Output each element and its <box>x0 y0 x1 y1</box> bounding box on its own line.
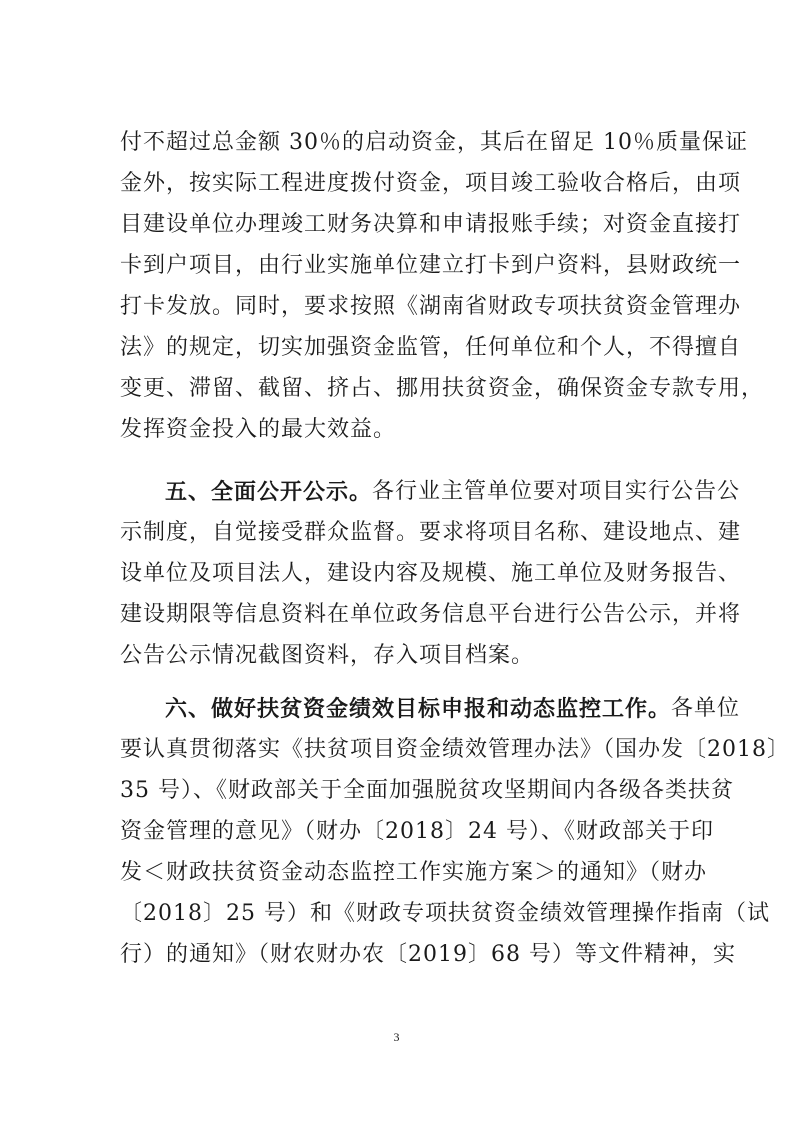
section-6-text: 各单位 <box>671 696 741 721</box>
text-line: 目建设单位办理竣工财务决算和申请报账手续；对资金直接打 <box>120 212 742 237</box>
text-line: 资金管理的意见》（财办〔2018〕24 号）、《财政部关于印 <box>120 819 714 844</box>
text-line: 设单位及项目法人，建设内容及规模、施工单位及财务报告、 <box>120 561 742 586</box>
section-6-first-line <box>165 694 741 724</box>
text-line: 建设期限等信息资料在单位政务信息平台进行公告公示，并将 <box>120 602 742 627</box>
section-5-heading: 五、全面公开公示。 <box>165 479 373 505</box>
text-line: 变更、滞留、截留、挤占、挪用扶贫资金，确保资金专款专用， <box>120 376 765 401</box>
text-line: 付不超过总金额 30％的启动资金，其后在留足 10％质量保证 <box>120 130 748 155</box>
text-line: 法》的规定，切实加强资金监管，任何单位和个人，不得擅自 <box>120 335 742 360</box>
text-line: 打卡发放。同时，要求按照《湖南省财政专项扶贫资金管理办 <box>120 294 742 319</box>
section-6-heading: 六、做好扶贫资金绩效目标申报和动态监控工作。 <box>165 696 672 722</box>
text-line: 发＜财政扶贫资金动态监控工作实施方案＞的通知》（财办 <box>120 860 708 885</box>
text-line: 公告公示情况截图资料，存入项目档案。 <box>120 643 535 668</box>
text-line: 要认真贯彻落实《扶贫项目资金绩效管理办法》（国办发〔2018〕 <box>120 737 790 762</box>
text-line: 发挥资金投入的最大效益。 <box>120 417 397 442</box>
section-5-text: 各行业主管单位要对项目实行公告公 <box>372 479 741 504</box>
text-line: 卡到户项目，由行业实施单位建立打卡到户资料，县财政统一 <box>120 253 742 278</box>
text-line: 〔2018〕25 号）和《财政专项扶贫资金绩效管理操作指南（试 <box>120 901 770 926</box>
text-line: 35 号）、《财政部关于全面加强脱贫攻坚期间内各级各类扶贫 <box>120 778 734 803</box>
section-5-first-line <box>165 477 741 507</box>
page-number: 3 <box>393 1030 400 1044</box>
text-line: 金外，按实际工程进度拨付资金，项目竣工验收合格后，由项 <box>120 171 742 196</box>
text-line: 示制度，自觉接受群众监督。要求将项目名称、建设地点、建 <box>120 520 742 545</box>
text-line: 行）的通知》（财农财办农〔2019〕68 号）等文件精神，实 <box>120 942 736 967</box>
